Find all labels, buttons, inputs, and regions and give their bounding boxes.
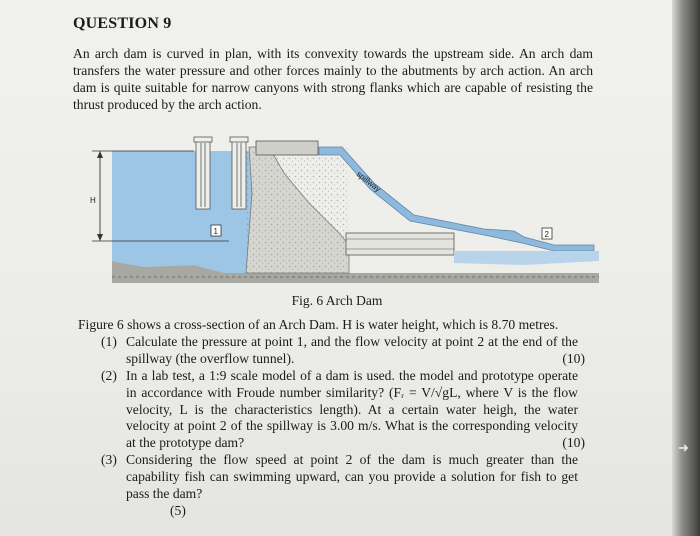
question-title: QUESTION 9 bbox=[73, 15, 172, 32]
tunnel-gallery bbox=[346, 233, 454, 255]
question-marks: (10) bbox=[562, 435, 585, 451]
spillway-label: spillway bbox=[354, 169, 383, 194]
question-text: In a lab test, a 1:9 scale model of a dam is used. the model and prototype operate in accordance with Froude number similarity? (Fᵣ = V/√gL, where V is the flow velocity, L is the characteristics length). At a certain water heigh, the water velocity at point 2 of the spillway is 3.00 m/s. What is the corresponding velocity at the prototype dam? bbox=[126, 368, 578, 451]
h-label: H bbox=[90, 196, 96, 205]
figure-caption: Fig. 6 Arch Dam bbox=[291, 293, 383, 308]
h-arrow-top-icon bbox=[97, 151, 103, 158]
question-number: (1) bbox=[101, 334, 117, 349]
point-2-label: 2 bbox=[544, 230, 549, 239]
dam-texture bbox=[246, 147, 349, 273]
lead-paragraph: Figure 6 shows a cross-section of an Arch Dam. H is water height, which is 8.70 metres. bbox=[78, 317, 559, 332]
cursor-arrow-icon: ➜ bbox=[678, 440, 689, 455]
question-marks: (10) bbox=[562, 351, 585, 367]
question-number: (3) bbox=[101, 452, 117, 467]
point-1-label: 1 bbox=[213, 227, 218, 236]
intro-paragraph: An arch dam is curved in plan, with its convexity towards the upstream side. An arch dam transfers the water pressure and other forces mainly to the abutments by arch action. An arch dam is quite suitable for narrow canyons with strong flanks which are capable of resisting the thrust produced by the arch action. bbox=[73, 46, 593, 112]
question-text: Calculate the pressure at point 1, and the flow velocity at point 2 at the end of the spillway (the overflow tunnel). bbox=[126, 334, 578, 366]
question-item-2 bbox=[101, 368, 585, 452]
question-item-3 bbox=[101, 452, 585, 504]
question-number: (2) bbox=[101, 368, 117, 383]
question-text: Considering the flow speed at point 2 of the dam is much greater than the capability fish can swimming upward, can you provide a solution for fish to get pass the dam? bbox=[126, 452, 578, 501]
question-item-1 bbox=[101, 334, 585, 368]
arch-dam-figure bbox=[84, 133, 599, 293]
crest-house bbox=[256, 141, 318, 155]
tailwater bbox=[454, 251, 599, 265]
question-3-marks: (5) bbox=[170, 503, 186, 518]
h-arrow-bottom-icon bbox=[97, 234, 103, 241]
